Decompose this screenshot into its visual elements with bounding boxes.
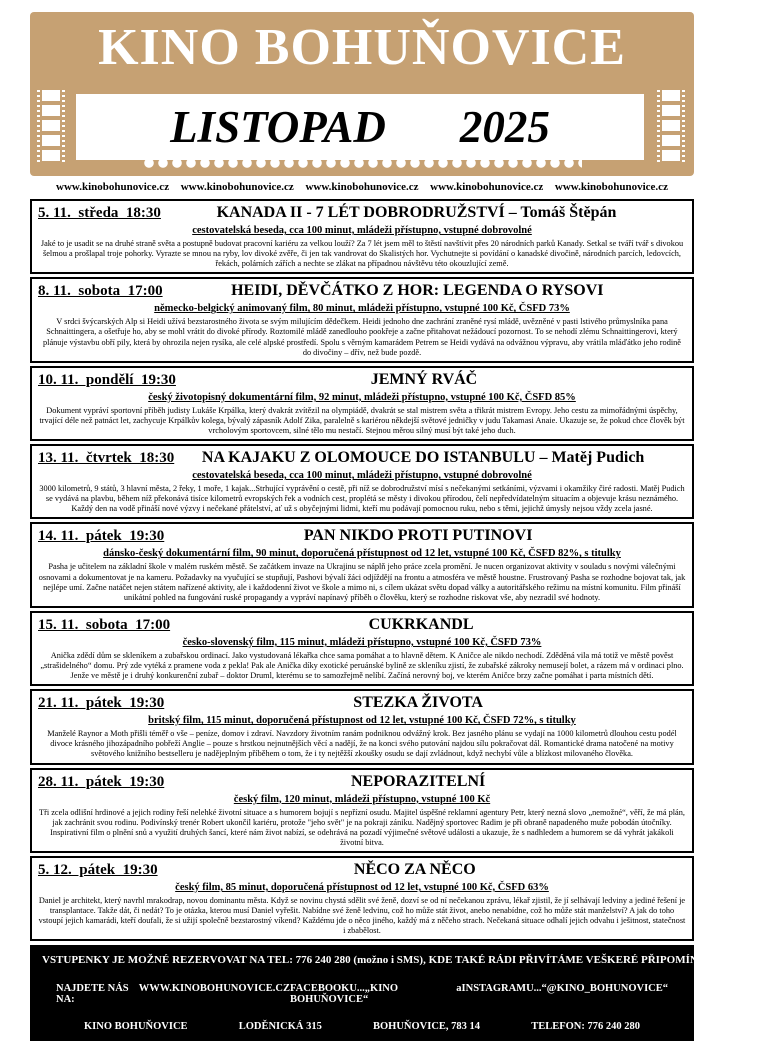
film-info: cestovatelská beseda, cca 100 minut, mládeži přístupno, vstupné dobrovolné xyxy=(192,470,532,482)
film-description: Jaké to je usadit se na druhé straně světa a postupně budovat pracovní kariéru za velkou louží? Za 7 lét jsem měl to štěstí navštívit přes 20 národních parků Kanady. Setkal se tváří tvář s divokou šelmou a prošlapal troje pohorky. Vyrazte se mnou na ryby, lov divoké zvěře, či jen tak vandrovat do Skalistých hor. Vychutnejte si povídání o kanadské divočině, národních parcích, ledovcích, řekách, polárních zářích a nechte se zlákat na případnou návštěvu této okouzlující země. xyxy=(40,239,684,269)
month-banner xyxy=(76,94,644,160)
film-listing xyxy=(30,444,694,519)
film-info: dánsko-český dokumentární film, 90 minut, doporučená přístupnost od 12 let, vstupné 100 Kč, ČSFD 82%, s titulky xyxy=(103,548,621,560)
film-description: Manželé Raynor a Moth přišli téměř o vše – peníze, domov i zdraví. Navzdory životním ranám podniknou odvážný krok. Bez jasného plánu se vydají na 1000 kilometrů dlouhou cestu podél divoce krásného jihozápadního pobřeží Anglie – pouze s hrstkou nejnutnějších věcí a nadějí, že na konci svého putování najdou sílu pokračovat dál. Romantické drama natočené na motivy světového knižního bestselleru je nadějeplným příběhem o tom, že i ty nejtěžší zkoušky osudu se dají zvládnout, když nechybí vůle a blízkost milovaného člověka. xyxy=(47,729,677,759)
film-datetime: 21. 11. pátek 19:30 xyxy=(38,695,165,712)
film-listing xyxy=(30,768,694,853)
website-link: www.kinobohunovice.cz xyxy=(56,181,170,193)
film-datetime: 5. 12. pátek 19:30 xyxy=(38,861,158,878)
year-label: 2025 xyxy=(459,101,550,152)
film-info: česko-slovenský film, 115 minut, mládeži přístupno, vstupné 100 Kč, ČSFD 73% xyxy=(182,636,542,648)
film-info: český film, 85 minut, doporučená přístupnost od 12 let, vstupné 100 Kč, ČSFD 63% xyxy=(175,881,549,893)
footer-contact-band xyxy=(30,945,779,1041)
film-datetime: 13. 11. čtvrtek 18:30 xyxy=(38,450,175,467)
film-listing xyxy=(30,366,694,441)
cinema-program-poster xyxy=(0,12,779,1036)
address-row xyxy=(42,1021,682,1032)
film-title: JEMNÝ RVÁČ xyxy=(370,370,478,388)
footer-city: BOHUŇOVICE, 783 14 xyxy=(372,1021,481,1033)
reservation-info: VSTUPENKY JE MOŽNÉ REZERVOVAT NA TEL: 776 240 280 (možno i SMS), KDE TAKÉ RÁDI PŘIVÍTÁME VEŠKERÉ PŘIPOMÍNKY A NÁPADY... xyxy=(42,954,779,967)
website-link: www.kinobohunovice.cz xyxy=(554,181,668,193)
film-description: 3000 kilometrů, 9 států, 3 hlavní města, 2 řeky, 1 moře, 1 kajak...Strhující vyprávění o cestě, při níž se dobrodružství mísí s nečekanými setkáními, výzvami i okamžiky čiré radosti. Matěj Pudich se vydává na plavbu, během níž překonává tisíce kilometrů evropských řek a vodních cest, proplétá se městy i divokou přírodou, čelí nepředvídatelným situacím a objevuje krásu neznámého. Každý den na vodě přináší nové výzvy i nečekané přátelství, ať už s obyčejnými lidmi, kteří mu podávají pomocnou ruku, nebo s těmi, jejichž úmysly nejsou vždy zcela jasné. xyxy=(39,484,685,514)
film-listing xyxy=(30,689,694,764)
film-description: Dokument vypráví sportovní příběh judisty Lukáše Krpálka, který dvakrát zvítězil na olympiádě, dvakrát se stal mistrem světa a třikrát mistrem Evropy. Jeho cestu za mimořádnými úspěchy, trvající déle než patnáct let, zachycuje Krpálkův kolega, bývalý zápasník Adolf Zika, paralelně s kariérou někdejší světové jedničky v judu Takamasi Anaie. Ukazuje se, že pokud chce člověk být vrcholovým sportovcem, silné tělo mu nestačí. Stejnou měrou silný musí být také jeho duch. xyxy=(39,405,685,435)
film-strip-left-icon xyxy=(34,88,68,164)
cinema-name: KINO BOHUŇOVICE xyxy=(98,19,626,76)
footer-street: LODĚNICKÁ 315 xyxy=(238,1021,322,1033)
website-link: www.kinobohunovice.cz xyxy=(430,181,544,193)
film-info: britský film, 115 minut, doporučená přístupnost od 12 let, vstupné 100 Kč, ČSFD 72%, s titulky xyxy=(148,715,576,727)
film-listing xyxy=(30,611,694,686)
film-info: český film, 120 minut, mládeži přístupno, vstupné 100 Kč xyxy=(233,793,491,805)
film-title: CUKRKANDL xyxy=(368,615,474,633)
film-datetime: 15. 11. sobota 17:00 xyxy=(38,616,171,633)
film-title: PAN NIKDO PROTI PUTINOVI xyxy=(303,527,533,545)
film-title: NEPORAZITELNÍ xyxy=(351,772,486,790)
film-datetime: 28. 11. pátek 19:30 xyxy=(38,773,165,790)
website-link: www.kinobohunovice.cz xyxy=(180,181,294,193)
film-description: V srdci švýcarských Alp si Heidi užívá bezstarostného života se svým milujícím dědečkem. Heidi jednoho dne zachrání zraněné rysí mládě, uvězněné v pasti lstivého průmyslníka pana Schnaittingera, a ošetřuje ho, aby se mohl vrátit do divoké přírody. Roztomilé mládě zanedlouho pookřeje a začne přitahovat nežádoucí pozornost. To se nehodí zlému Schnaittingerovi, který plánuje výstavbu obří pily, která by ohrozila nejen rysíka, ale celé alpské prostředí. Spolu s věrným kamarádem Petrem se Heidi vydává na odvážnou výpravu, aby vrátila mláďátko jeho rodině do divočiny – dřív, než bude pozdě. xyxy=(43,317,681,357)
month-label: LISTOPAD xyxy=(170,101,386,152)
footer-phone: TELEFON: 776 240 280 xyxy=(531,1021,640,1033)
find-us-row xyxy=(42,983,682,1005)
film-listings xyxy=(30,199,694,941)
film-title: KANADA II - 7 LÉT DOBRODRUŽSTVÍ – Tomáš Štěpán xyxy=(216,204,617,221)
film-info: německo-belgický animovaný film, 80 minut, mládeži přístupno, vstupné 100 Kč, ČSFD 73% xyxy=(154,303,570,315)
footer-cinema-name: KINO BOHUŇOVICE xyxy=(84,1021,188,1033)
film-datetime: 8. 11. sobota 17:00 xyxy=(38,283,163,300)
film-datetime: 5. 11. středa 18:30 xyxy=(38,205,161,221)
film-listing xyxy=(30,522,694,607)
film-title: NA KAJAKU Z OLOMOUCE DO ISTANBULU – Matěj Pudich xyxy=(201,449,645,467)
film-datetime: 10. 11. pondělí 19:30 xyxy=(38,371,176,388)
film-description: Daniel je architekt, který navrhl mrakodrap, novou dominantu města. Když se novinu chystá sdělit své ženě, dozví se od ní nečekanou zprávu, lékař zjistil, že jí selhávají ledviny a jediné řešení je transplantace. Takže dát, či nedát? To je otázka, kterou musí Daniel vyřešit. Nabídne své ženě ledvinu, což ho může stát život, anebo nenabídne, což ho může stát manželství? A jak do toho vstoupí jejich kamarádi, kteří doufali, že si užijí společně bezstarostný víkend? Každému jde o něco jiného, každý má z něčeho strach. Nečekaná situace odhalí jejich odvahu i ješitnost, statečnost i zbabělost. xyxy=(38,895,686,936)
film-listing xyxy=(30,199,694,274)
film-datetime: 14. 11. pátek 19:30 xyxy=(38,528,165,545)
find-us-label: NAJDETE NÁS NA: xyxy=(56,982,129,1005)
website-row xyxy=(30,180,694,195)
film-description: Anička zdědí dům se skleníkem a zubařskou ordinací. Jako vystudovaná lékařka chce sama pomáhat a to hlavně dětem. K Aničce ale nikdo nechodí. Zděděná vila má totiž ve městě pověst „strašidelného“ domu. Prý zde vytéká z pramene voda z pekla! Pak ale Anička díky exotické peruánské bylině ze skleníku zjistí, že zubařské zákroky nemusejí bolet, a rázem má v ordinaci plno. Jenže ve městě je i druhý konkurenční zubař – doktor Druml, kterému se to samozřejmě nelíbí. Začíná nerovný boj, ve kterém Aničce brzy začne pomáhat i parta místních dětí. xyxy=(40,650,684,681)
footer-conjunction: a xyxy=(456,982,462,994)
film-description: Tři zcela odlišní hrdinové a jejich rodiny řeší nelehké životní situace a s humorem bojují s nepřízní osudu. Majitel úspěšné reklamní agentury Petr, který nezná slovo „nemožné“, věří, že má plán, jak zachránit svou rodinu. Podivínský trenér Robert ukončil kariéru, protože "jeho svět" je na pokraji zániku. Nadějný sportovec Radim je při obraně napadeného muže pobodán útočníky. Inspirativní film o plnění snů a využití druhých šancí, které nám život nabízí, se odehrává na pozadí výjimečné světové události a ukazuje, že s nadhledem a humorem se dá vyhrát jakákoli životní bitva. xyxy=(39,807,685,847)
footer-website: WWW.KINOBOHUNOVICE.CZ xyxy=(138,982,291,994)
header-banner xyxy=(30,12,694,176)
film-listing xyxy=(30,277,694,362)
film-description: Pasha je učitelem na základní škole v malém ruském městě. Se začátkem invaze na Ukrajinu se náplň jeho práce zcela promění. Je nucen organizovat aktivity v souladu s novými válečnými osnovami a dokumentovat je na kameru. Požadavky na vyučující se stupňují, Pashovi bývalí žáci odjíždějí na frontu a atmosféra ve městě houstne. Frustrovaný Pasha se rozhodne bojovat tak, jak nejlépe umí. Začne natáčet nejen státem nařízené aktivity, ale i každodenní život ve škole a mimo ni, s cílem ukázat světu dopad války a autoritářského režimu na místní komunitu. Film přináší unikátní pohled na fungování ruské propagandy a vypráví napínavý příběh o člověku, který se rozhodne riskovat vše, aby nezradil své hodnoty. xyxy=(38,562,686,602)
footer-facebook: FACEBOOKU...„KINO BOHUŇOVICE“ xyxy=(290,982,399,1005)
film-info: český životopisný dokumentární film, 92 minut, mládeži přístupno, vstupné 100 Kč, ČSFD 85% xyxy=(148,391,576,403)
audience-silhouette-decoration xyxy=(142,160,582,174)
film-title: HEIDI, DĚVČÁTKO Z HOR: LEGENDA O RYSOVI xyxy=(231,282,604,300)
film-title: STEZKA ŽIVOTA xyxy=(353,694,483,712)
film-info: cestovatelská beseda, cca 100 minut, mládeži přístupno, vstupné dobrovolné xyxy=(192,225,532,236)
film-listing xyxy=(30,856,694,941)
film-title: NĚCO ZA NĚCO xyxy=(353,860,476,878)
film-strip-right-icon xyxy=(654,88,688,164)
footer-instagram: INSTAGRAMU...“@KINO_BOHUNOVICE“ xyxy=(461,982,668,994)
website-link: www.kinobohunovice.cz xyxy=(305,181,419,193)
